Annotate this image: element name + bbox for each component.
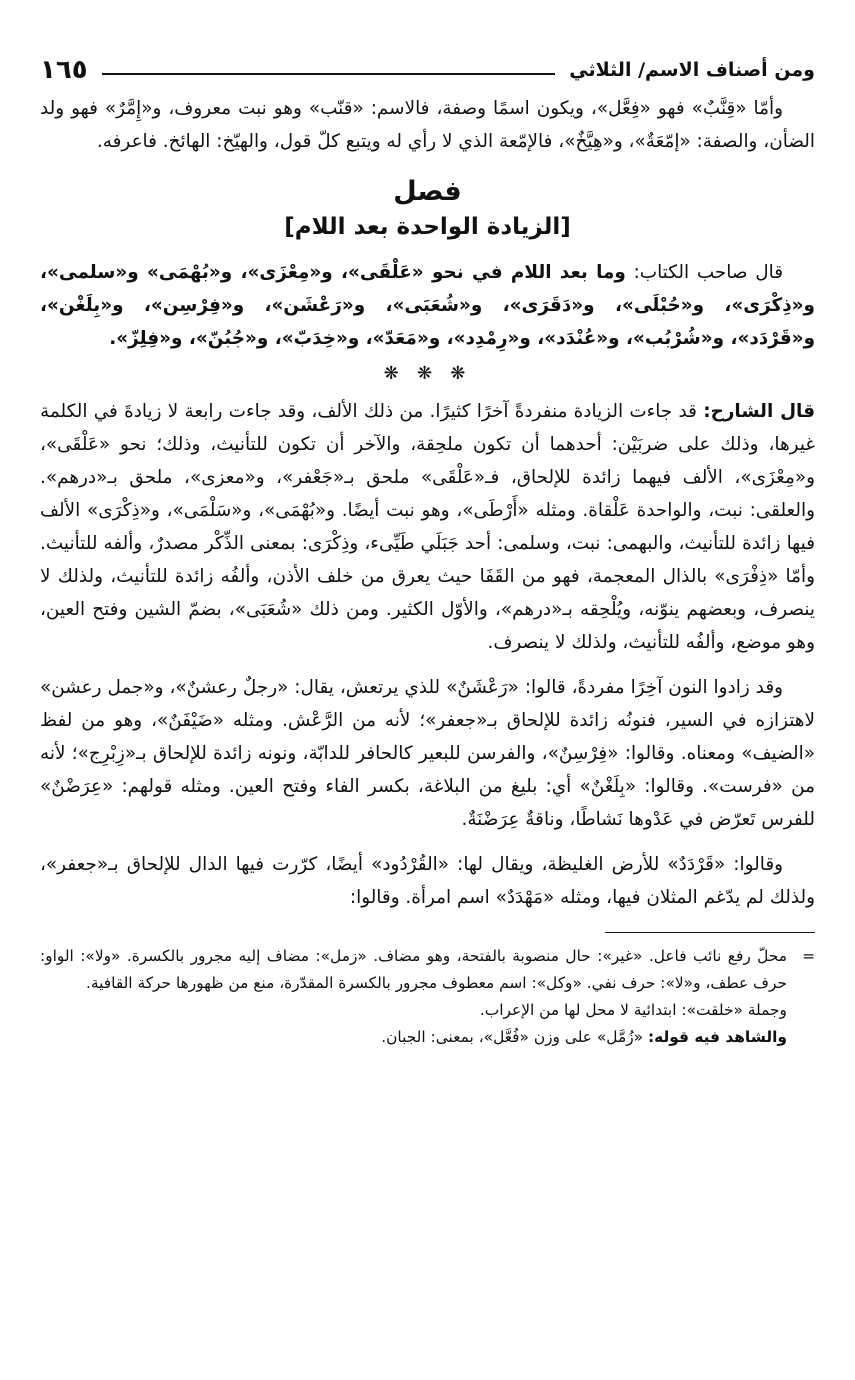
page-header (40, 48, 815, 92)
sharih-text-1: قد جاءت الزيادة منفردةً آخرًا كثيرًا. من ذلك الألف، وقد جاءت رابعة لا زيادةَ في الكلمة غيرها، وذلك على ضربَيْن: أحدهما أن تكون ملحِقة، والآخر أن تكون للتأنيث، وذلك؛ نحو «عَلْقَى»، و«مِعْزَى»، الألف فيهما زائدة للإلحاق، فـ«عَلْقَى» ملحق بـ«جَعْفر»، و«معزى»، ملحق بـ«درهم». والعلقى: نبت، والواحدة عَلْقاة. ومثله «أَرْطَى»، وهو نبت أيضًا. و«بُهْمَى»، و«سَلْمَى»، و«ذِكْرَى» الألف فيها زائدة للتأنيث، والبهمى: نبت، وسلمى: أحد جَبَلَي طَيِّىء، وذِكْرَى: بمعنى الذِّكْر مصدرٌ، وألفه للتأنيث. وأمّا «ذِفْرَى» بالذال المعجمة، فهو من القَفَا حيث يعرق من خلف الأذن، وألفُه زائدة للتأنيث، ولذلك لا ينصرف، وبعضهم ينوّنه، ويُلْحِقه بـ«درهم»، والأوّل الكثير. ومن ذلك «شُعَبَى»، بضمّ الشين وفتح العين، وهو موضع، وألفُه للتأنيث، ولذلك لا ينصرف. (40, 401, 815, 653)
intro-paragraph: وأمّا «قِنَّبٌ» فهو «فِعَّل»، ويكون اسمًا وصفة، فالاسم: «قنّب» وهو نبت معروف، و«إِمَّرٌ» فهو ولد الضأن، والصفة: «إمّعَةٌ»، و«هِيَّخٌ»، فالإمّعة الذي لا رأي له ويتبع كلّ قول، والهيّخ: الهائخ. فاعرفه. (40, 98, 815, 152)
footnote-label: والشاهد فيه قوله: (647, 1028, 787, 1046)
running-title: ومن أصناف الاسم/ الثلاثي (569, 59, 815, 81)
section-subtitle: [الزيادة الواحدة بعد اللام] (284, 214, 571, 240)
continuation-mark: = (802, 947, 815, 965)
sharih-label: قال الشارح: (703, 401, 815, 422)
matn-lead: قال صاحب الكتاب: (633, 262, 783, 283)
sharih-paragraph-2: وقد زادوا النون آخِرًا مفردةً، قالوا: «رَعْشَنٌ» للذي يرتعش، يقال: «رجلٌ رعشنٌ»، و«جمل رعشن» لاهتزازه في السير، فنونُه زائدة للإلحاق بـ«جعفر»؛ لأنه من الرَّعْش. ومثله «ضَيْفَنٌ»، وهو من لفظ «الضيف» ومعناه. وقالوا: «فِرْسِنٌ»، والفرسن للبعير كالحافر للدابّة، ونونه زائدة للإلحاق بـ«زِبْرِج»؛ لأنه من «فرست». وقالوا: «بِلَغْنٌ» أي: بليغ من البلاغة، بكسر الفاء وفتح العين. ومثله قولهم: «عِرَضْنٌ» للفرس تَعرّض في عَدْوها نَشاطًا، وناقةٌ عِرَضْنَةٌ. (40, 677, 815, 830)
section-title: فصل (393, 176, 462, 207)
footnotes (40, 943, 815, 1051)
footnote-line-2: وجملة «خلقت»: ابتدائية لا محل لها من الإعراب. (479, 1001, 787, 1019)
sharih-paragraph-3: وقالوا: «قَرْدَدٌ» للأرض الغليظة، ويقال لها: «القُرْدُود» أيضًا، كرّرت فيها الدال للإلحاق بـ«جعفر»، ولذلك لم يدّغم المثلان فيها، ومثله «مَهْدَدٌ» اسم امرأة. وقالوا: (40, 854, 815, 908)
footnote-rule (605, 932, 815, 933)
header-rule (102, 73, 556, 75)
footnote-line-3 (40, 1024, 815, 1051)
footnote-text-3: «زُمَّل» على وزن «فُعَّل»، بمعنى: الجبان. (381, 1028, 644, 1046)
footnote-line-1 (40, 943, 815, 997)
page-number: ١٦٥ (40, 55, 88, 85)
footnote-text-1: محلّ رفع نائب فاعل. «غير»: حال منصوبة بالفتحة، وهو مضاف. «زمل»: مضاف إليه مجرور بالكسرة. «ولا»: الواو: حرف عطف، و«لا»: حرف نفي. «وكل»: اسم معطوف مجرور بالكسرة المقدّرة، منع من ظهورها حركة القافية. (40, 947, 787, 992)
sharih-paragraph-1 (40, 395, 815, 659)
separator-stars: ❋ ❋ ❋ (383, 363, 472, 384)
matn-body: وما بعد اللام في نحو «عَلْقَى»، و«مِعْزَى»، و«بُهْمَى» و«سلمى»، و«ذِكْرَى»، و«حُبْلَى»، و«دَقَرَى»، و«شُعَبَى»، و«رَعْشَن»، و«فِرْسِن»، و«بِلَغْن»، و«قَرْدَد»، و«شُرْبُب»، و«عُنْدَد»، و«رِمْدِد»، و«مَعَدّ»، و«خِدَبّ»، و«جُبُنّ»، و«فِلِزّ». (40, 262, 815, 349)
matn-paragraph (40, 256, 815, 355)
